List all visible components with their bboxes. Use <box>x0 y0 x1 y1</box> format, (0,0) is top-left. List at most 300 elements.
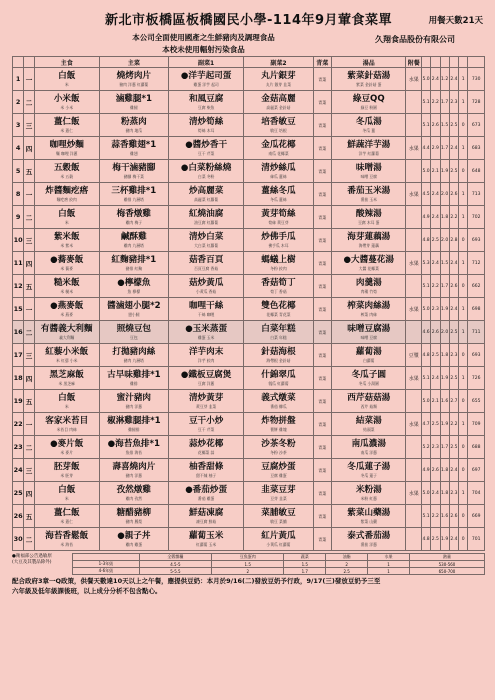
side-dish-2-ingredients: 豆芽 韭菜 <box>270 495 287 501</box>
side-dish-1-ingredients: 甜不辣 柚子 <box>196 472 217 478</box>
nutrition-value: 2.5 <box>431 413 440 436</box>
nutrition-value: 2.2 <box>431 91 440 114</box>
main-dish-name: 蒜香雞翅*1 <box>111 139 157 150</box>
soup-ingredients: 味噌 豆腐 <box>360 173 377 179</box>
nutrition-value: 711 <box>468 321 485 344</box>
soup-ingredients: 大醬 花椰菜 <box>358 265 379 271</box>
col-fruit: 附餐 <box>406 57 421 68</box>
soup-name: 冬瓜湯 <box>355 116 382 127</box>
nutrition-value: 1.8 <box>440 206 449 229</box>
side-dish-2-ingredients: 冬瓜 薑絲 <box>270 196 287 202</box>
table-row <box>13 321 485 344</box>
side-dish-1 <box>168 482 243 505</box>
weekday: 三 <box>24 459 34 482</box>
vegetable: 青菜 <box>313 160 332 183</box>
side-dish-2-name: 丸片銀芽 <box>261 70 296 81</box>
nutrition-value: 2.5 <box>449 114 458 137</box>
staple-name: 炸醬麵疙瘩 <box>45 185 89 196</box>
staple-ingredients: 米 薏仁 <box>60 127 74 133</box>
main-dish <box>99 459 168 482</box>
main-dish <box>99 206 168 229</box>
extra: 水果 <box>406 137 421 160</box>
side-dish-2 <box>244 367 313 390</box>
main-dish-ingredients: 豬肉 地瓜 <box>125 127 143 133</box>
main-dish <box>99 252 168 275</box>
vegetable: 青菜 <box>313 183 332 206</box>
vegetable: 青菜 <box>313 459 332 482</box>
nutrition-value: 697 <box>468 459 485 482</box>
nutrition-value: 2.2 <box>431 505 440 528</box>
nutrition-value: 2.6 <box>431 321 440 344</box>
main-dish-ingredients: 魚 檸檬 <box>127 288 141 294</box>
staple <box>34 436 99 459</box>
side-dish-2 <box>244 298 313 321</box>
nutrition-value: 2.4 <box>431 367 440 390</box>
day-number: 12 <box>13 275 24 298</box>
nutrition-cell: 5-5.5 <box>139 568 211 575</box>
day-number: 19 <box>13 390 24 413</box>
extra: 水果 <box>406 367 421 390</box>
soup <box>332 68 406 91</box>
nutrition-value: 5.1 <box>421 505 430 528</box>
extra: 水果 <box>406 183 421 206</box>
nutrition-cell: 1-3年級 <box>73 561 140 568</box>
nutrition-value: 4.7 <box>421 413 430 436</box>
soup-ingredients: 海帶芽 蓮藕 <box>358 242 379 248</box>
staple-ingredients: 義大利麵 <box>59 334 75 340</box>
main-dish-ingredients: 豬肉 鳳梨 <box>125 518 143 524</box>
staple-name: 白飯 <box>58 484 76 495</box>
main-dish <box>99 482 168 505</box>
side-dish-1 <box>168 344 243 367</box>
side-dish-1-name: 鮮菇凍腐 <box>188 507 224 518</box>
staple-name: 咖哩炒麵 <box>49 139 84 150</box>
side-dish-2-ingredients: 冬粉 沙茶 <box>270 449 287 455</box>
side-dish-2-name: 炸物拼盤 <box>261 415 296 426</box>
table-row <box>13 206 485 229</box>
extra: 豆漿 <box>406 344 421 367</box>
day-number: 30 <box>13 528 24 551</box>
main-dish-name: 孜然燉雞 <box>116 484 152 495</box>
side-dish-2 <box>244 183 313 206</box>
day-number: 1 <box>13 68 24 91</box>
soup-name: 番茄玉米湯 <box>347 185 391 196</box>
nutrition-value: 726 <box>468 367 485 390</box>
nutrition-value: 1.9 <box>440 413 449 436</box>
soup-name: 綠豆QQ <box>352 93 385 104</box>
day-number: 16 <box>13 321 24 344</box>
nutrition-col-header: 水果 <box>368 554 410 561</box>
side-dish-2 <box>244 252 313 275</box>
staple-name: 五穀飯 <box>53 162 80 173</box>
side-dish-2-ingredients: 筍丁 香菇 <box>270 288 287 294</box>
main-dish-ingredients: 豬排 紅麴 <box>125 265 143 271</box>
nutrition-value: 1.8 <box>440 344 449 367</box>
staple-name: 客家米苔目 <box>45 415 89 426</box>
nutrition-value: 4.8 <box>421 229 430 252</box>
nutrition-value: 1.7 <box>440 436 449 459</box>
company-name: 久翔食品股份有限公司 <box>375 35 455 44</box>
nutrition-value: 4.9 <box>421 206 430 229</box>
day-number: 26 <box>13 505 24 528</box>
main-dish-name: 三杯雞排*1 <box>111 185 157 196</box>
main-dish <box>99 114 168 137</box>
nutrition-value: 2.9 <box>431 137 440 160</box>
side-dish-1-ingredients: 豆腐 柴魚 <box>197 104 215 110</box>
nutrition-value: 2.5 <box>449 321 458 344</box>
staple <box>34 482 99 505</box>
nutrition-value: 4.4 <box>421 137 430 160</box>
nutrition-col-header: 蔬菜 <box>284 554 326 561</box>
staple-name: 胚芽飯 <box>53 461 80 472</box>
weekday: 二 <box>24 436 34 459</box>
nutrition-value: 5.1 <box>421 114 430 137</box>
nutrition-cell: 4.5-5 <box>139 561 211 568</box>
staple-ingredients: 麵 咖哩 洋蔥 <box>56 150 78 156</box>
table-row <box>13 68 485 91</box>
nutrition-value: 4.6 <box>421 321 430 344</box>
day-number: 15 <box>13 298 24 321</box>
nutrition-value: 5.0 <box>421 482 430 505</box>
main-dish <box>99 344 168 367</box>
nutrition-value: 2.5 <box>449 160 458 183</box>
side-dish-2 <box>244 114 313 137</box>
extra <box>406 436 421 459</box>
subtitle-radiation: 本校未使用輻射污染食品 <box>162 45 245 54</box>
day-number: 25 <box>13 482 24 505</box>
staple <box>34 114 99 137</box>
nutrition-value: 2.5 <box>431 528 440 551</box>
side-dish-1-ingredients: 雞蛋 玉米 <box>197 334 215 340</box>
side-dish-2 <box>244 160 313 183</box>
nutrition-value: 2.6 <box>449 505 458 528</box>
staple-name: 白飯 <box>58 208 76 219</box>
side-dish-2-ingredients: 敏豆 培根 <box>270 127 287 133</box>
soup <box>332 321 406 344</box>
soup-ingredients: 番茄 玉米 <box>360 196 377 202</box>
col-veg: 青菜 <box>313 57 332 68</box>
menu-body <box>13 68 485 551</box>
main-dish-ingredients: 豬肉 九層塔 <box>123 357 144 363</box>
nutrition-value: 662 <box>468 275 485 298</box>
extra <box>406 528 421 551</box>
nutrition-value: 2.4 <box>449 68 458 91</box>
extra <box>406 459 421 482</box>
side-dish-1 <box>168 183 243 206</box>
weekday: 二 <box>24 91 34 114</box>
nutrition-value: 1.5 <box>440 114 449 137</box>
staple-name: 白飯 <box>58 392 76 403</box>
footer-note-2: 六年級及低年級課後班，以上成分分析不包含點心。 <box>12 587 162 595</box>
table-row <box>13 344 485 367</box>
vegetable: 青菜 <box>313 275 332 298</box>
nutrition-col-header: 全榖雜糧 <box>139 554 211 561</box>
nutrition-value: 704 <box>468 482 485 505</box>
staple <box>34 183 99 206</box>
table-row <box>13 505 485 528</box>
side-dish-2-name: 豆腐炒蛋 <box>261 461 296 472</box>
day-number: 9 <box>13 206 24 229</box>
side-dish-2-ingredients: 絲瓜 薑絲 <box>270 173 287 179</box>
staple-name: 薑仁飯 <box>53 116 80 127</box>
side-dish-1-name: ●番茄炒蛋 <box>185 484 228 495</box>
staple-ingredients: 米 紅藜 小米 <box>56 357 78 363</box>
main-dish-name: 鹹酥雞 <box>120 231 147 242</box>
nutrition-value: 1.8 <box>440 482 449 505</box>
side-dish-2-ingredients: 花椰菜 青花菜 <box>266 311 291 317</box>
side-dish-1-ingredients: 高麗菜 紅蘿蔔 <box>194 196 219 202</box>
side-dish-2-name: 菜脯敏豆 <box>261 507 296 518</box>
nutrition-value: 728 <box>468 91 485 114</box>
staple-name: 紫米飯 <box>53 231 80 242</box>
table-row <box>13 183 485 206</box>
side-dish-2 <box>244 482 313 505</box>
nutrition-value: 1 <box>459 252 468 275</box>
nutrition-value: 1.6 <box>440 390 449 413</box>
staple <box>34 367 99 390</box>
nutrition-cell: 4-6年級 <box>73 568 140 575</box>
nutrition-value: 655 <box>468 390 485 413</box>
extra <box>406 275 421 298</box>
nutrition-row <box>73 561 485 568</box>
main-dish <box>99 298 168 321</box>
main-dish <box>99 505 168 528</box>
main-dish <box>99 528 168 551</box>
vegetable: 青菜 <box>313 68 332 91</box>
extra <box>406 114 421 137</box>
nutrition-value: 2.8 <box>449 229 458 252</box>
staple-ingredients: 米 海苔 <box>60 541 74 547</box>
side-dish-2-ingredients: 高麗菜 金針菇 <box>266 104 291 110</box>
soup-name: 米粉湯 <box>355 484 382 495</box>
soup <box>332 137 406 160</box>
side-dish-1-ingredients: 干絲 咖哩 <box>197 311 215 317</box>
weekday: 三 <box>24 114 34 137</box>
soup-name: 肉羹湯 <box>355 277 382 288</box>
side-dish-2-ingredients: 小黃瓜 紅蘿蔔 <box>266 541 291 547</box>
staple-name: 紅藜小米飯 <box>45 346 89 357</box>
staple <box>34 137 99 160</box>
table-row <box>13 528 485 551</box>
nutrition-value: 2.6 <box>431 459 440 482</box>
soup <box>332 91 406 114</box>
weekday: 二 <box>24 528 34 551</box>
side-dish-2-ingredients: 瓠瓜 紅蘿蔔 <box>268 380 289 386</box>
main-dish <box>99 436 168 459</box>
nutrition-value: 5.3 <box>421 252 430 275</box>
main-dish <box>99 275 168 298</box>
weekday: 四 <box>24 252 34 275</box>
nutrition-cell: 650-700 <box>409 568 484 575</box>
side-dish-1-ingredients: 凍豆腐 鮮菇 <box>196 518 217 524</box>
main-dish-name: 紅麴豬排*1 <box>111 254 157 265</box>
side-dish-1 <box>168 505 243 528</box>
side-dish-1-name: 菇香百頁 <box>188 254 224 265</box>
nutrition-value: 1 <box>459 68 468 91</box>
soup-name: 紫菜山藥湯 <box>347 507 391 518</box>
day-number: 22 <box>13 413 24 436</box>
nutrition-value: 2.5 <box>449 436 458 459</box>
subtitle-row <box>12 32 485 56</box>
soup-ingredients: 紫菜 金針菇 蛋 <box>356 81 382 87</box>
vegetable: 青菜 <box>313 229 332 252</box>
nutrition-value: 2.2 <box>449 206 458 229</box>
weekday: 四 <box>24 482 34 505</box>
nutrition-value: 5.1 <box>421 367 430 390</box>
soup-ingredients: 冬瓜 小湯圓 <box>358 380 379 386</box>
main-dish-ingredients: 雞腿 <box>130 104 138 110</box>
nutrition-cell: 1 <box>368 561 410 568</box>
extra: 水果 <box>406 298 421 321</box>
vegetable: 青菜 <box>313 252 332 275</box>
main-dish-ingredients: 雞腿排 <box>128 426 140 432</box>
nutrition-value: 2.4 <box>431 482 440 505</box>
soup-name: ●大醬蔓花湯 <box>343 254 394 265</box>
nutrition-value: 1.6 <box>440 505 449 528</box>
nutrition-value: 669 <box>468 505 485 528</box>
day-number: 17 <box>13 344 24 367</box>
soup-ingredients: 結頭菜 <box>363 426 375 432</box>
col-main: 主食 <box>34 57 99 68</box>
nutrition-value: 1 <box>459 413 468 436</box>
side-dish-2 <box>244 275 313 298</box>
main-dish-name: 梅干滷豬腳 <box>112 162 156 173</box>
nutrition-value: 1.9 <box>440 160 449 183</box>
weekday: 二 <box>24 321 34 344</box>
staple <box>34 413 99 436</box>
soup-ingredients: 西芹 菇類 <box>360 403 377 409</box>
side-dish-2 <box>244 505 313 528</box>
nutrition-value: 2.4 <box>449 252 458 275</box>
side-dish-2 <box>244 229 313 252</box>
table-row <box>13 114 485 137</box>
nutrition-value: 4.8 <box>421 344 430 367</box>
nutrition-col-header: 油脂 <box>326 554 368 561</box>
nutrition-value: 730 <box>468 68 485 91</box>
soup-name: 南瓜濃湯 <box>351 438 386 449</box>
soup <box>332 413 406 436</box>
table-row <box>13 413 485 436</box>
side-dish-2-name: 韭菜豆芽 <box>261 484 296 495</box>
side-dish-1-name: ●白菜粉絲燒 <box>180 162 232 173</box>
table-row <box>13 367 485 390</box>
nutrition-value: 688 <box>468 436 485 459</box>
main-dish-ingredients: 雞肉 梅子 <box>125 219 143 225</box>
side-dish-1 <box>168 321 243 344</box>
staple-ingredients: 米 薏仁 <box>60 518 74 524</box>
table-row <box>13 390 485 413</box>
menu-page <box>12 10 485 596</box>
col-side1: 副菜1 <box>168 57 243 68</box>
soup-ingredients: 豆腐 木耳 蛋 <box>358 219 380 225</box>
nutrition-value: 2.2 <box>449 413 458 436</box>
side-dish-1-ingredients: 豆干 芹菜 <box>197 426 215 432</box>
main-dish-name: 糖醋豬柳 <box>116 507 152 518</box>
nutrition-value: 2.4 <box>449 528 458 551</box>
soup-ingredients: 冬瓜 薑 <box>362 127 376 133</box>
main-dish <box>99 321 168 344</box>
side-dish-1 <box>168 390 243 413</box>
main-dish-name: 醬滷翅小腿*2 <box>107 300 161 311</box>
staple-ingredients: 米苔目 肉絲 <box>56 426 77 432</box>
side-dish-1-name: 清炒筍絲 <box>188 116 224 127</box>
extra: 水果 <box>406 413 421 436</box>
side-dish-2-name: 紅片黃瓜 <box>261 530 296 541</box>
staple <box>34 275 99 298</box>
soup <box>332 252 406 275</box>
nutrition-header-row <box>73 554 485 561</box>
main-dish <box>99 229 168 252</box>
nutrition-value: 712 <box>468 252 485 275</box>
nutrition-value: 1.7 <box>440 275 449 298</box>
side-dish-1-ingredients: 百頁豆腐 香菇 <box>194 265 219 271</box>
weekday: 一 <box>24 298 34 321</box>
main-dish <box>99 91 168 114</box>
side-dish-1-ingredients: 筍絲 木耳 <box>197 127 215 133</box>
staple-name: 有醬義大利麵 <box>40 323 93 334</box>
nutrition-value: 683 <box>468 137 485 160</box>
side-dish-2-ingredients: 佛手瓜 木耳 <box>268 242 289 248</box>
side-dish-1-ingredients: 黃豆芽 韭菜 <box>196 403 217 409</box>
day-number: 5 <box>13 160 24 183</box>
nutrition-value: 1.8 <box>440 459 449 482</box>
staple-ingredients: 米 胚芽 <box>60 472 74 478</box>
side-dish-2-name: 培香敏豆 <box>261 116 296 127</box>
side-dish-2-name: 金瓜花椰 <box>261 139 296 150</box>
soup-ingredients: 南瓜 洋蔥 <box>360 449 377 455</box>
vegetable: 青菜 <box>313 298 332 321</box>
side-dish-2-name: 雙色花椰 <box>261 300 296 311</box>
extra: 水果 <box>406 68 421 91</box>
soup-name: 海芽蓮藕湯 <box>347 231 391 242</box>
soup <box>332 114 406 137</box>
nutrition-cell: 1 <box>368 568 410 575</box>
main-dish-ingredients: 雞肉 孜然 <box>125 495 143 501</box>
nutrition-value: 1 <box>459 206 468 229</box>
extra <box>406 91 421 114</box>
side-dish-1 <box>168 229 243 252</box>
side-dish-1-ingredients: 番茄 雞蛋 <box>197 495 215 501</box>
side-dish-1-ingredients: 洋芋 絞肉 <box>197 357 215 363</box>
side-dish-2 <box>244 137 313 160</box>
footer-note-1: 配合政府3章一Q政策，供餐天數達10天以上之午餐，應提供豆奶：本月於9/16(二)發放豆奶予行政，9/17(三)發放豆奶予三至 <box>12 577 381 585</box>
staple <box>34 298 99 321</box>
soup-name: 味噌豆腐湯 <box>347 323 391 334</box>
nutrition-value: 1.5 <box>440 252 449 275</box>
nutrition-cell: 2.5 <box>326 568 368 575</box>
weekday: 四 <box>24 367 34 390</box>
main-dish <box>99 137 168 160</box>
soup-ingredients: 白蘿蔔 <box>363 357 375 363</box>
day-number: 4 <box>13 137 24 160</box>
nutrition-value: 0 <box>459 275 468 298</box>
nutrition-value: 2.3 <box>449 91 458 114</box>
nutrition-value: 1 <box>459 321 468 344</box>
nutrition-col-header: 熱量 <box>409 554 484 561</box>
nutrition-value: 2.4 <box>431 206 440 229</box>
nutrition-cell: 2 <box>212 568 284 575</box>
nutrition-value: 0 <box>459 436 468 459</box>
weekday: 四 <box>24 137 34 160</box>
nutrition-value: 702 <box>468 206 485 229</box>
nutrition-value: 1.9 <box>440 367 449 390</box>
nutrition-value: 709 <box>468 413 485 436</box>
soup <box>332 275 406 298</box>
day-number: 8 <box>13 183 24 206</box>
side-dish-2 <box>244 206 313 229</box>
vegetable: 青菜 <box>313 206 332 229</box>
side-dish-2 <box>244 68 313 91</box>
